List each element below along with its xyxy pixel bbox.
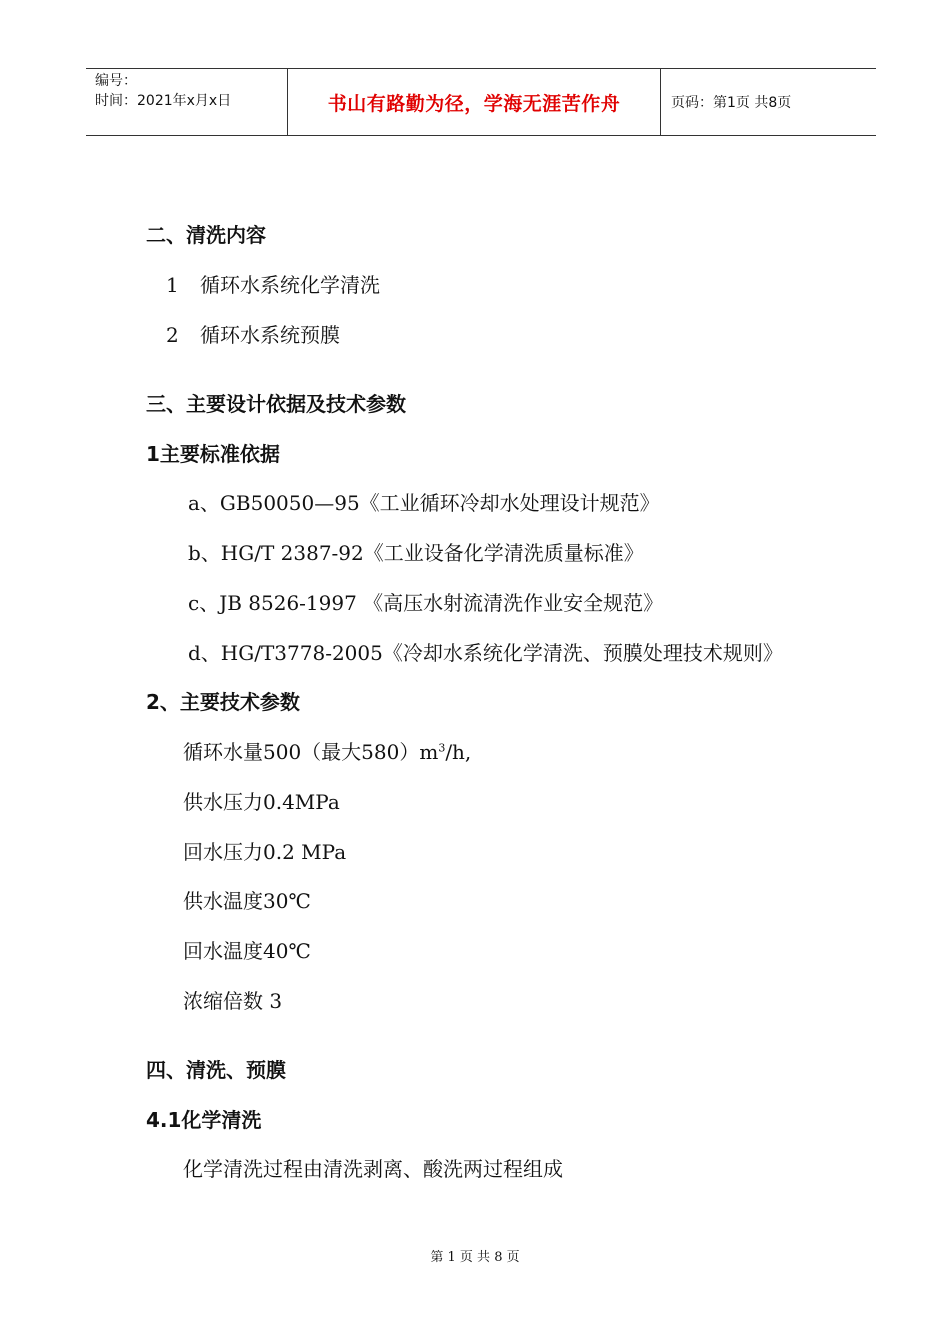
flow-prefix: 循环水量500（最大580）m — [183, 740, 439, 764]
section-4-sub1-title: 4.1化学清洗 — [146, 1108, 262, 1132]
header-page-info: 页码：第1页 共8页 — [671, 95, 792, 111]
param-item: 供水压力0.4MPa — [183, 790, 340, 814]
section-3-sub2-title: 2、主要技术参数 — [146, 690, 300, 714]
number-label: 编号： — [95, 73, 137, 89]
time-label: 时间：2021年x月x日 — [95, 93, 232, 109]
section-4-title: 四、清洗、预膜 — [146, 1058, 286, 1082]
item-text: 循环水系统预膜 — [200, 323, 340, 347]
param-item: 回水压力0.2 MPa — [183, 840, 347, 864]
section-2-item — [166, 272, 380, 298]
param-item: 回水温度40℃ — [183, 939, 311, 963]
item-number: 1 — [166, 273, 179, 297]
flow-superscript: 3 — [438, 741, 446, 755]
param-item: 浓缩倍数 3 — [183, 989, 283, 1013]
section-3-sub1-title: 1主要标准依据 — [146, 442, 280, 466]
page-footer: 第 1 页 共 8 页 — [430, 1250, 520, 1265]
section-4-sub1-text: 化学清洗过程由清洗剥离、酸洗两过程组成 — [183, 1157, 563, 1181]
standard-item: d、HG/T3778-2005《冷却水系统化学清洗、预膜处理技术规则》 — [188, 641, 783, 665]
header-motto: 书山有路勤为径，学海无涯苦作舟 — [287, 69, 661, 135]
standard-item: c、JB 8526-1997 《高压水射流清洗作业安全规范》 — [188, 591, 664, 615]
flow-suffix: /h, — [445, 740, 472, 764]
param-item: 供水温度30℃ — [183, 889, 311, 913]
item-text: 循环水系统化学清洗 — [200, 273, 380, 297]
document-header — [86, 68, 876, 136]
section-3-title: 三、主要设计依据及技术参数 — [146, 392, 406, 416]
section-2-item — [166, 322, 340, 348]
section-2-title: 二、清洗内容 — [146, 223, 266, 247]
standard-item: b、HG/T 2387-92《工业设备化学清洗质量标准》 — [188, 541, 644, 565]
param-flow — [183, 739, 471, 765]
item-number: 2 — [166, 323, 179, 347]
standard-item: a、GB50050—95《工业循环冷却水处理设计规范》 — [188, 491, 660, 515]
header-meta — [86, 69, 287, 135]
